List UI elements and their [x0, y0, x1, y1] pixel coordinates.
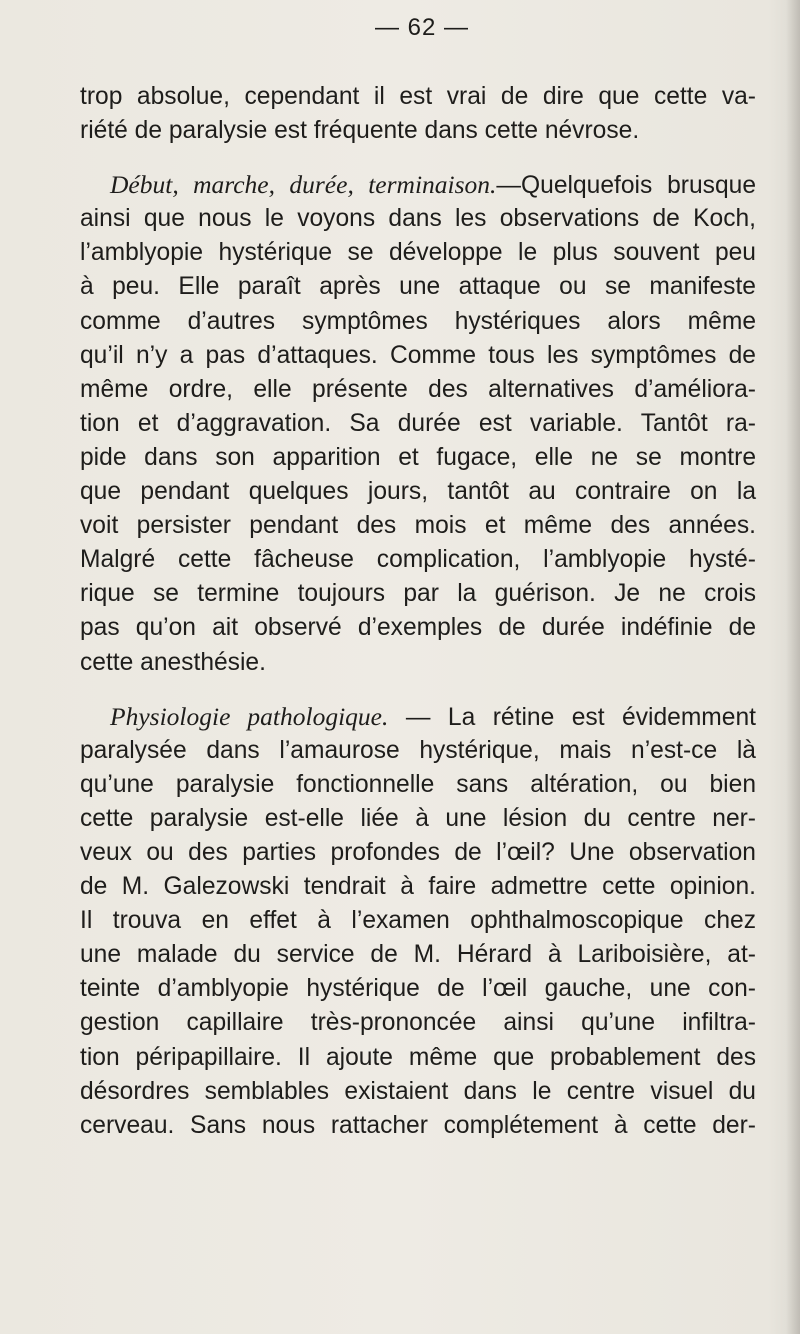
text-line: qu’une paralysie fonctionnelle sans altération, ou bien — [80, 770, 756, 798]
text-line: cerveau. Sans nous rattacher complétement à cette der- — [80, 1111, 756, 1139]
body-text — [80, 80, 756, 1143]
text-fragment: — La rétine est évidemment — [388, 703, 756, 731]
text-line: même ordre, elle présente des alternatives d’améliora- — [80, 375, 756, 403]
text-line: voit persister pendant des mois et même des années. — [80, 512, 756, 540]
text-line: trop absolue, cependant il est vrai de dire que cette va- — [80, 83, 756, 110]
text-line: teinte d’amblyopie hystérique de l’œil gauche, une con- — [80, 975, 756, 1003]
text-line: tion péripapillaire. Il ajoute même que probablement des — [80, 1043, 756, 1071]
text-line: l’amblyopie hystérique se développe le plus souvent peu — [80, 239, 756, 267]
section-heading: Début, marche, durée, terminaison. — [110, 170, 497, 200]
text-line: ainsi que nous le voyons dans les observations de Koch, — [80, 205, 756, 233]
text-line: pide dans son apparition et fugace, elle ne se montre — [80, 443, 756, 471]
page-number: — 62 — — [374, 14, 470, 41]
text-line: cette paralysie est-elle liée à une lésion du centre ner- — [80, 804, 756, 832]
text-line: paralysée dans l’amaurose hystérique, mais n’est-ce là — [80, 736, 756, 764]
section-heading: Physiologie pathologique. — [110, 701, 389, 731]
text-line: que pendant quelques jours, tantôt au contraire on la — [80, 478, 756, 506]
text-line: cette anesthésie. — [80, 648, 266, 676]
text-line: gestion capillaire très-prononcée ainsi qu’une infiltra- — [80, 1009, 756, 1037]
paragraph-first-line — [80, 168, 756, 202]
page-edge-shadow — [786, 0, 800, 1334]
text-line: pas qu’on ait observé d’exemples de durée indéfinie de — [80, 614, 756, 642]
text-line: veux ou des parties profondes de l’œil? Une observation — [80, 838, 756, 866]
paragraph-first-line — [80, 700, 756, 734]
text-line: une malade du service de M. Hérard à Lariboisière, at- — [80, 941, 756, 969]
text-line: Il trouva en effet à l’examen ophthalmoscopique chez — [80, 907, 756, 935]
text-line: qu’il n’y a pas d’attaques. Comme tous les symptômes de — [80, 341, 756, 369]
text-line: comme d’autres symptômes hystériques alors même — [80, 307, 756, 335]
text-line: à peu. Elle paraît après une attaque ou se manifeste — [80, 273, 756, 301]
text-line: rique se termine toujours par la guérison. Je ne crois — [80, 580, 756, 608]
text-fragment: —Quelquefois brusque — [496, 172, 756, 200]
text-line: de M. Galezowski tendrait à faire admettre cette opinion. — [80, 873, 756, 901]
text-line: désordres semblables existaient dans le centre visuel du — [80, 1077, 756, 1105]
text-line: Malgré cette fâcheuse complication, l’amblyopie hysté- — [80, 546, 756, 574]
text-line: riété de paralysie est fréquente dans cette névrose. — [80, 117, 640, 145]
text-line: tion et d’aggravation. Sa durée est variable. Tantôt ra- — [80, 409, 756, 437]
